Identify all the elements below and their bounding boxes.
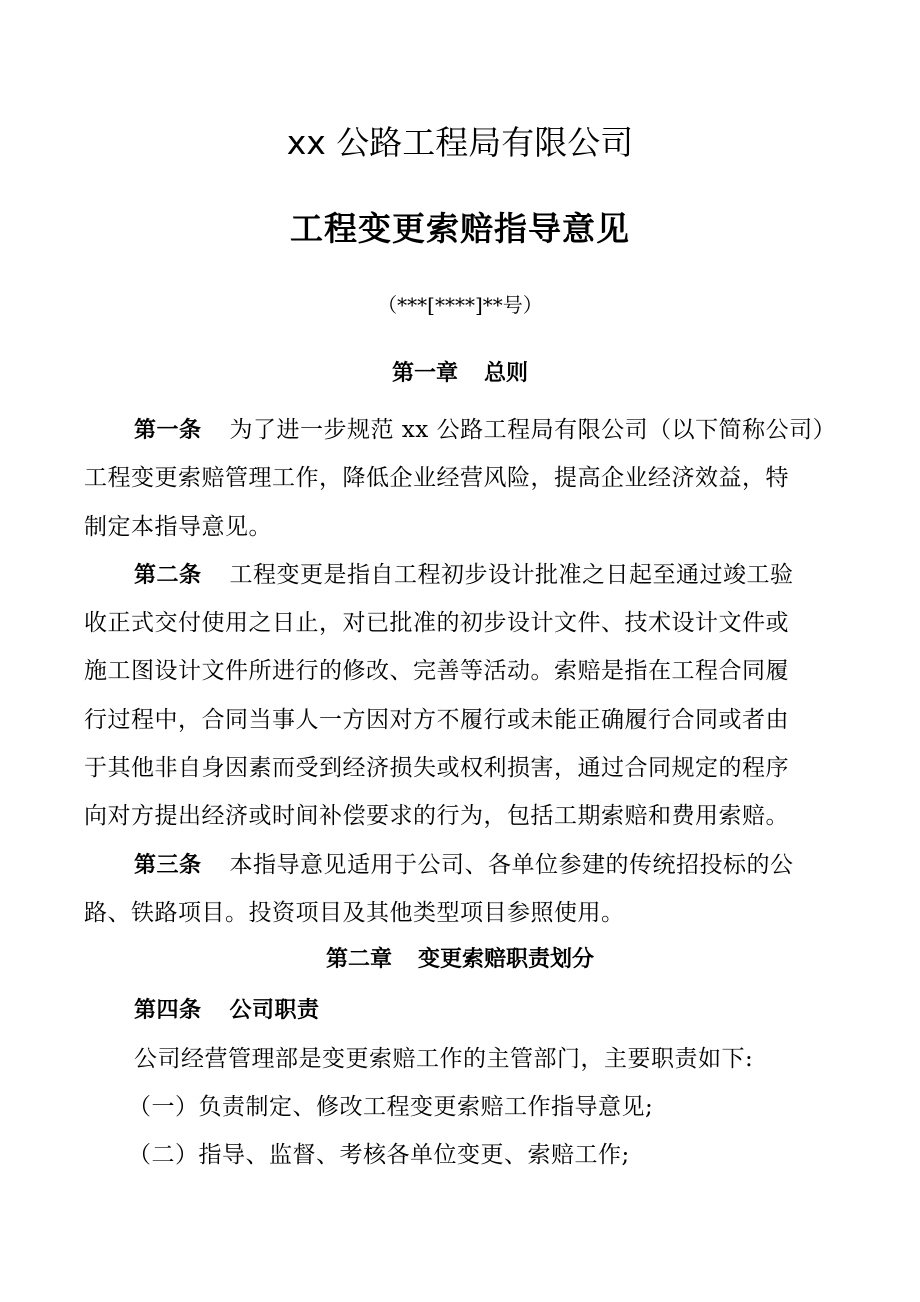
company-title: xx 公路工程局有限公司 bbox=[286, 123, 634, 162]
article-2-line-1 bbox=[134, 558, 904, 593]
article-1-line-1 bbox=[134, 413, 904, 448]
chapter-heading-2 bbox=[0, 945, 920, 975]
article-3-line-2: 路、铁路项目。投资项目及其他类型项目参照使用。 bbox=[84, 900, 625, 926]
chapter-heading-1 bbox=[0, 359, 920, 389]
article-2-line-2: 收正式交付使用之日止，对已批准的初步设计文件、技术设计文件或 bbox=[84, 610, 789, 636]
article-label: 第一条 bbox=[134, 418, 202, 443]
article-text: 为了进一步规范 xx 公路工程局有限公司（以下简称公司） bbox=[229, 417, 837, 443]
article-2-line-5: 于其他非自身因素而受到经济损失或权利损害，通过合同规定的程序 bbox=[84, 755, 789, 781]
article-text: 工程变更是指自工程初步设计批准之日起至通过竣工验 bbox=[229, 562, 794, 588]
list-item: （二）指导、监督、考核各单位变更、索赔工作; bbox=[128, 1142, 630, 1168]
chapter-title: 变更索赔职责划分 bbox=[418, 947, 595, 972]
article-label: 第二条 bbox=[134, 563, 202, 588]
article-4-heading bbox=[134, 993, 904, 1028]
document-number: （***[****]**号） bbox=[377, 293, 543, 317]
article-text: 本指导意见适用于公司、各单位参建的传统招投标的公 bbox=[229, 852, 794, 878]
chapter-title: 总则 bbox=[484, 361, 529, 386]
article-2-line-4: 行过程中，合同当事人一方因对方不履行或未能正确履行合同或者由 bbox=[84, 707, 789, 733]
article-4-intro: 公司经营管理部是变更索赔工作的主管部门，主要职责如下: bbox=[134, 1046, 754, 1072]
document-title: 工程变更索赔指导意见 bbox=[290, 209, 630, 248]
article-1-line-2: 工程变更索赔管理工作，降低企业经营风险，提高企业经济效益，特 bbox=[84, 465, 789, 491]
article-3-line-1 bbox=[134, 848, 904, 883]
article-2-line-3: 施工图设计文件所进行的修改、完善等活动。索赔是指在工程合同履 bbox=[84, 658, 789, 684]
article-title: 公司职责 bbox=[229, 998, 320, 1023]
chapter-number: 第二章 bbox=[325, 947, 392, 972]
list-item: （一）负责制定、修改工程变更索赔工作指导意见; bbox=[128, 1094, 654, 1120]
article-label: 第四条 bbox=[134, 998, 202, 1023]
chapter-number: 第一章 bbox=[391, 361, 458, 386]
article-1-line-3: 制定本指导意见。 bbox=[84, 514, 272, 540]
article-label: 第三条 bbox=[134, 853, 202, 878]
article-2-line-6: 向对方提出经济或时间补偿要求的行为，包括工期索赔和费用索赔。 bbox=[84, 803, 789, 829]
